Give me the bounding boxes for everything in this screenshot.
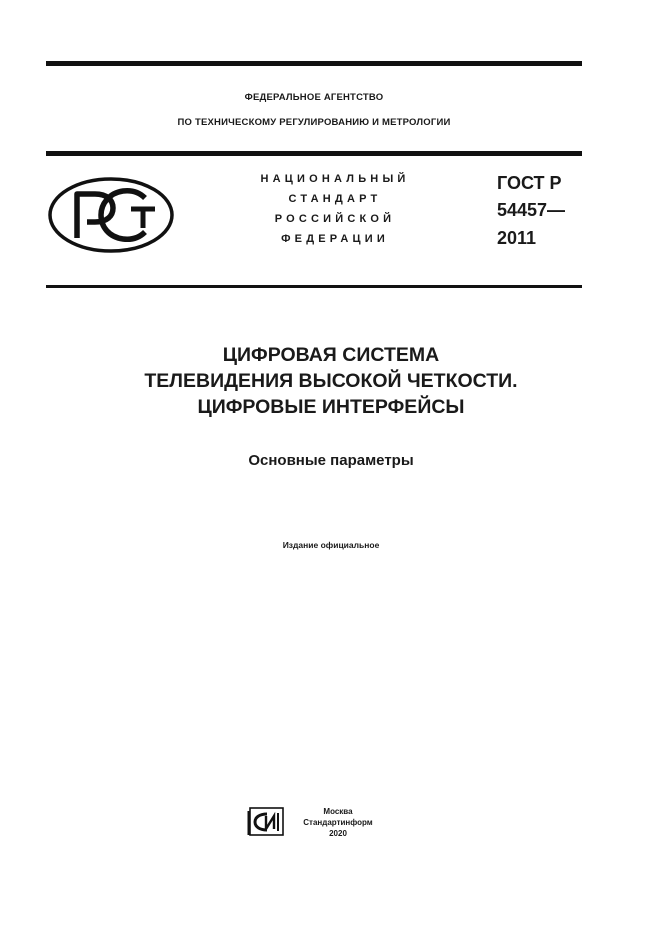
standard-code-line-2: 54457—	[497, 200, 566, 220]
edition-note: Издание официальное	[282, 540, 380, 550]
publication-year: 2020	[329, 829, 347, 838]
national-standard-line-4: ФЕДЕРАЦИИ	[281, 233, 389, 245]
standard-code-line-3: 2011	[497, 228, 537, 248]
national-standard-line-3: РОССИЙСКОЙ	[274, 213, 396, 225]
document-title-line-1: ЦИФРОВАЯ СИСТЕМА	[222, 344, 440, 366]
top-rule	[46, 61, 582, 66]
document-title-line-3: ЦИФРОВЫЕ ИНТЕРФЕЙСЫ	[197, 396, 465, 418]
gost-r-emblem-icon	[47, 176, 175, 254]
agency-name-line-1: ФЕДЕРАЛЬНОЕ АГЕНТСТВО	[244, 92, 384, 103]
national-standard-line-1: НАЦИОНАЛЬНЫЙ	[260, 173, 410, 185]
standartinform-logo-icon	[247, 807, 285, 837]
standard-code-line-1: ГОСТ Р	[497, 173, 562, 193]
middle-rule	[46, 151, 582, 156]
national-standard-line-2: СТАНДАРТ	[288, 193, 382, 205]
agency-name-line-2: ПО ТЕХНИЧЕСКОМУ РЕГУЛИРОВАНИЮ И МЕТРОЛОГИИ	[177, 117, 451, 128]
document-subtitle: Основные параметры	[248, 452, 414, 469]
publisher-name: Стандартинформ	[303, 818, 373, 827]
document-title-line-2: ТЕЛЕВИДЕНИЯ ВЫСОКОЙ ЧЕТКОСТИ.	[144, 370, 518, 392]
publisher-city: Москва	[323, 807, 353, 816]
bottom-rule	[46, 285, 582, 288]
